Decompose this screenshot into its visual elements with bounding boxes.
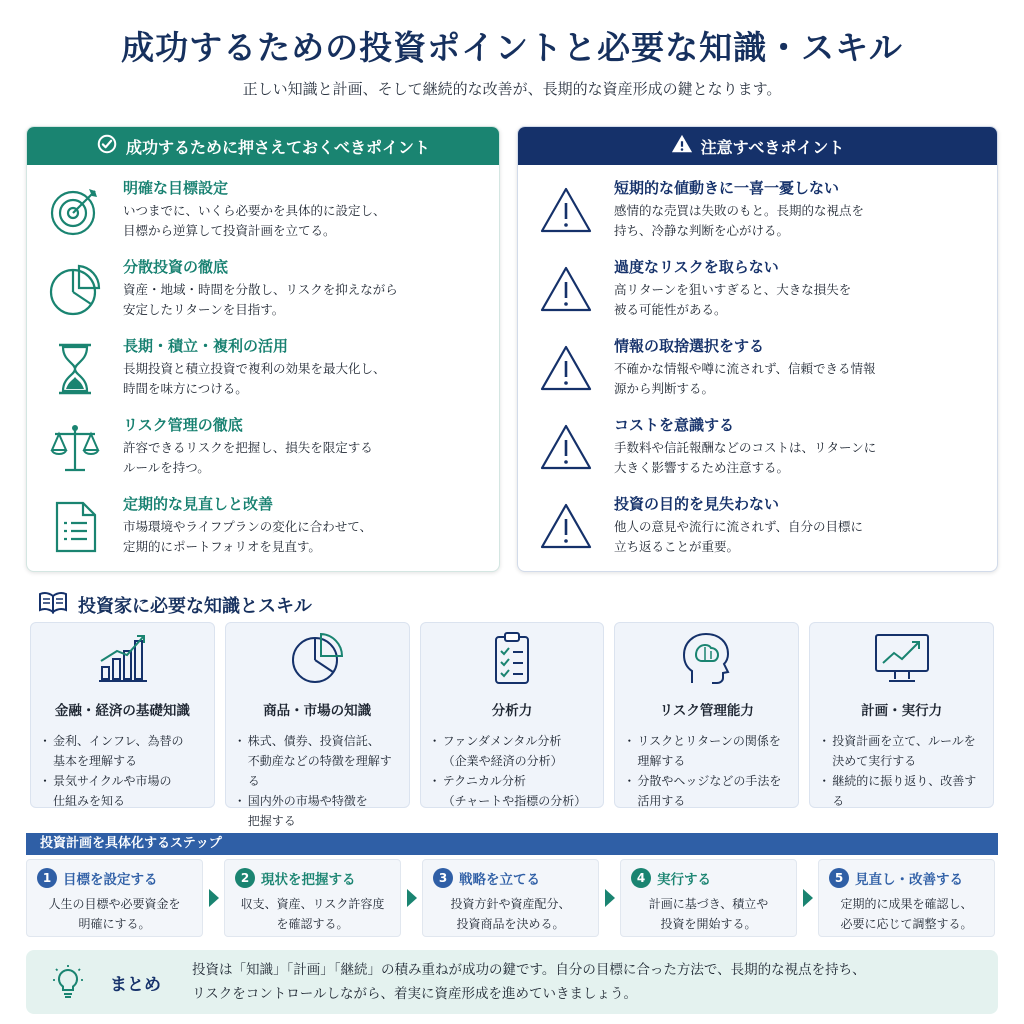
warning-icon — [518, 177, 614, 239]
success-points-title: 成功するために押さえておくべきポイント — [125, 137, 430, 157]
step-card — [224, 859, 401, 937]
success-point-title: 長期・積立・複利の活用 — [123, 337, 289, 355]
step-number: 5 — [829, 868, 849, 888]
step-number: 4 — [631, 868, 651, 888]
step-title: 実行する — [657, 872, 711, 888]
caution-point-item — [518, 335, 997, 414]
page-title: 成功するための投資ポイントと必要な知識・スキル — [121, 28, 903, 67]
caution-point-title: 投資の目的を見失わない — [614, 495, 780, 513]
skill-card-bullet: ・ 国内外の市場や特徴を 把握する — [234, 791, 401, 831]
success-point-desc: 市場環境やライフプランの変化に合わせて、 — [123, 519, 373, 534]
step-number: 3 — [433, 868, 453, 888]
summary-box — [26, 950, 998, 1014]
target-icon — [27, 177, 123, 239]
caution-point-title: コストを意識する — [614, 416, 735, 434]
bar-chart-icon — [39, 631, 206, 689]
page-subtitle: 正しい知識と計画、そして継続的な改善が、長期的な資産形成の鍵となります。 — [242, 80, 782, 98]
skill-card-bullet: ・ 投資計画を立て、ルールを 決めて実行する — [818, 731, 985, 771]
success-point-item — [27, 493, 499, 572]
pie-chart-icon — [234, 631, 401, 689]
skill-card-bullet: ・ 景気サイクルや市場の 仕組みを知る — [39, 771, 206, 811]
skill-card-bullet: ・ テクニカル分析 （チャートや指標の分析） — [429, 771, 596, 811]
success-point-title: 定期的な見直しと改善 — [123, 495, 274, 513]
success-point-item — [27, 414, 499, 493]
step-title: 見直し・改善する — [855, 872, 963, 888]
success-points-panel — [26, 126, 500, 572]
success-points-header — [27, 127, 499, 165]
skill-card-title: 金融・経済の基礎知識 — [54, 703, 190, 719]
pie-chart-icon — [27, 256, 123, 318]
success-point-item — [27, 177, 499, 256]
summary-label: まとめ — [110, 974, 161, 995]
success-point-title: 明確な目標設定 — [123, 179, 229, 197]
step-desc: 投資方針や資産配分、 投資商品を決める。 — [450, 897, 571, 931]
success-point-desc: 時間を味方につける。 — [123, 381, 248, 396]
caution-point-desc: 手数料や信託報酬などのコストは、リターンに — [614, 440, 877, 455]
skill-card-bullet: ・ 株式、債券、投資信託、 不動産などの特徴を理解する — [234, 731, 401, 791]
step-card — [818, 859, 995, 937]
caution-point-title: 過度なリスクを取らない — [614, 258, 779, 276]
success-point-desc: 長期投資と積立投資で複利の効果を最大化し、 — [123, 361, 386, 376]
caution-point-title: 短期的な値動きに一喜一憂しない — [614, 179, 840, 197]
monitor-chart-icon — [818, 631, 985, 689]
caution-points-header — [518, 127, 997, 165]
warning-icon — [518, 256, 614, 318]
skills-section-title: 投資家に必要な知識とスキル — [38, 590, 312, 619]
skill-card-title: 分析力 — [491, 703, 533, 719]
skill-card-bullet: ・ リスクとリターンの関係を 理解する — [623, 731, 790, 771]
steps-row — [26, 858, 998, 938]
caution-points-panel — [517, 126, 998, 572]
skill-card-title: 計画・実行力 — [861, 703, 943, 719]
step-desc: 計画に基づき、積立や 投資を開始する。 — [648, 897, 769, 931]
step-card — [26, 859, 203, 937]
success-point-desc: いつまでに、いくら必要かを具体的に設定し、 — [123, 203, 386, 218]
step-number: 2 — [235, 868, 255, 888]
step-card — [620, 859, 797, 937]
caution-point-item — [518, 414, 997, 493]
skills-cards — [30, 622, 994, 828]
skill-card-title: リスク管理能力 — [659, 703, 754, 719]
caution-point-item — [518, 177, 997, 256]
warning-icon — [671, 133, 693, 159]
caution-point-desc: 被る可能性がある。 — [614, 302, 727, 317]
success-point-desc: 許容できるリスクを把握し、損失を限定する — [123, 440, 373, 455]
success-point-desc: ルールを持つ。 — [123, 460, 210, 475]
success-point-desc: 目標から逆算して投資計画を立てる。 — [123, 223, 336, 238]
step-desc: 定期的に成果を確認し、 必要に応じて調整する。 — [840, 897, 973, 931]
step-desc: 収支、資産、リスク許容度 を確認する。 — [240, 897, 385, 931]
success-point-item — [27, 256, 499, 335]
open-book-icon — [38, 590, 68, 619]
step-arrow-icon — [203, 887, 224, 909]
warning-icon — [518, 493, 614, 555]
step-title: 戦略を立てる — [459, 872, 540, 888]
caution-point-desc: 高リターンを狙いすぎると、大きな損失を — [614, 282, 852, 297]
brain-head-icon — [623, 631, 790, 689]
skill-card-bullet: ・ 分散やヘッジなどの手法を 活用する — [623, 771, 790, 811]
scales-icon — [27, 414, 123, 476]
caution-point-desc: 立ち返ることが重要。 — [614, 539, 740, 554]
skill-card — [614, 622, 799, 808]
step-card — [422, 859, 599, 937]
step-arrow-icon — [599, 887, 620, 909]
skill-card-bullet: ・ 継続的に振り返り、改善する — [818, 771, 985, 811]
step-title: 目標を設定する — [63, 872, 158, 888]
clipboard-checklist-icon — [429, 631, 596, 689]
step-title: 現状を把握する — [261, 872, 356, 888]
caution-point-desc: 持ち、冷静な判断を心がける。 — [614, 223, 790, 238]
caution-points-title: 注意すべきポイント — [700, 137, 845, 157]
caution-point-desc: 大きく影響するため注意する。 — [614, 460, 790, 475]
step-number: 1 — [37, 868, 57, 888]
caution-point-desc: 感情的な売買は失敗のもと。長期的な視点を — [614, 203, 865, 218]
hourglass-icon — [27, 335, 123, 397]
caution-point-item — [518, 256, 997, 335]
warning-icon — [518, 414, 614, 476]
skill-card-bullet: ・ 金利、インフレ、為替の 基本を理解する — [39, 731, 206, 771]
step-arrow-icon — [401, 887, 422, 909]
skill-card — [30, 622, 215, 808]
caution-point-desc: 不確かな情報や噂に流されず、信頼できる情報 — [614, 361, 876, 376]
caution-point-title: 情報の取捨選択をする — [614, 337, 765, 355]
skill-card-bullet: ・ ファンダメンタル分析 （企業や経済の分析） — [429, 731, 596, 771]
summary-text: 投資は「知識」「計画」「継続」の積み重ねが成功の鍵です。自分の目標に合った方法で、長期的な視点を持ち、 リスクをコントロールしながら、着実に資産形成を進めていきましょう。 — [192, 962, 866, 1002]
document-icon — [27, 493, 123, 555]
caution-point-desc: 源から判断する。 — [614, 381, 715, 396]
success-point-desc: 資産・地域・時間を分散し、リスクを抑えながら — [123, 282, 398, 297]
success-point-title: 分散投資の徹底 — [123, 258, 229, 276]
success-point-desc: 安定したリターンを目指す。 — [123, 302, 285, 317]
caution-point-item — [518, 493, 997, 572]
skill-card — [225, 622, 410, 828]
skill-card — [420, 622, 605, 808]
check-circle-icon — [96, 133, 118, 159]
lightbulb-icon — [26, 964, 110, 1000]
success-point-title: リスク管理の徹底 — [123, 416, 243, 434]
caution-point-desc: 他人の意見や流行に流されず、自分の目標に — [614, 519, 864, 534]
skill-card-title: 商品・市場の知識 — [263, 703, 372, 719]
step-desc: 人生の目標や必要資金を 明確にする。 — [48, 897, 181, 931]
steps-title: 投資計画を具体化するステップ — [26, 833, 998, 855]
skill-card — [809, 622, 994, 808]
warning-icon — [518, 335, 614, 397]
success-point-desc: 定期的にポートフォリオを見直す。 — [123, 539, 321, 554]
success-point-item — [27, 335, 499, 414]
step-arrow-icon — [797, 887, 818, 909]
